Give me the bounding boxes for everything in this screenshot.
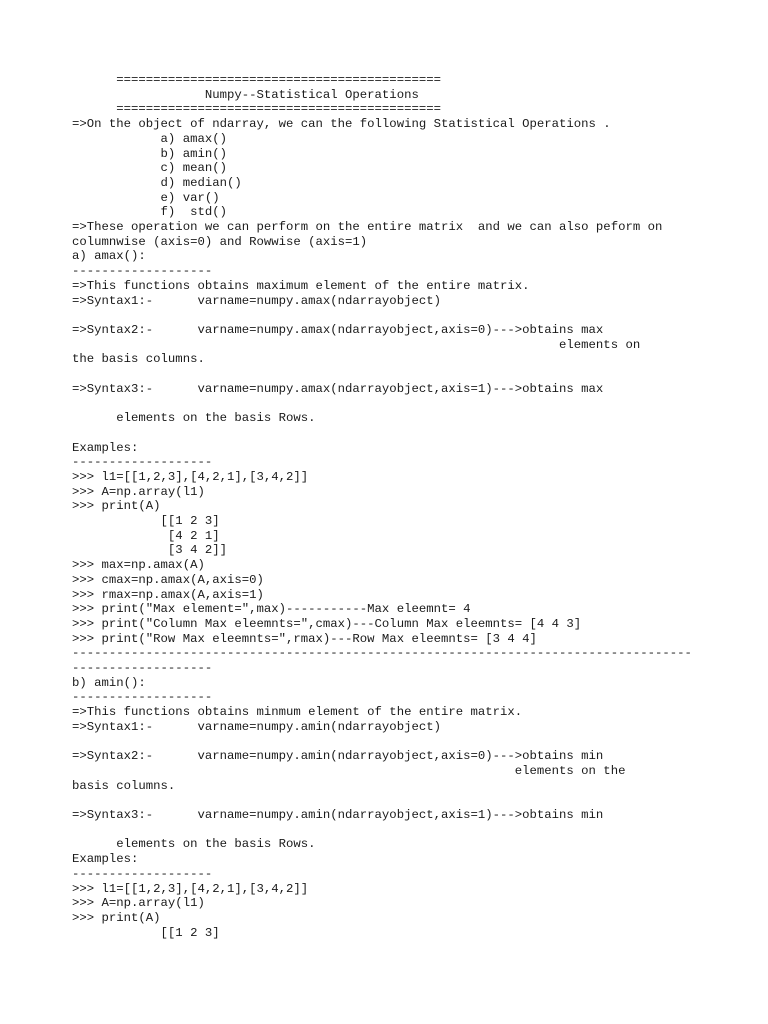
text-line: >>> print(A) xyxy=(72,499,161,514)
text-line: columnwise (axis=0) and Rowwise (axis=1) xyxy=(72,234,368,249)
text-line: ------------------- xyxy=(72,661,213,675)
text-line: >>> l1=[[1,2,3],[4,2,1],[3,4,2]] xyxy=(72,469,309,484)
text-line: ============================================ xyxy=(72,73,441,87)
text-line: >>> print("Row Max eleemnts=",rmax)---Row Max eleemnts= [3 4 4] xyxy=(72,631,537,646)
text-line: b) amin(): xyxy=(72,675,146,690)
text-line: a) amax(): xyxy=(72,249,146,264)
text-line: d) median() xyxy=(72,175,242,190)
text-line: [[1 2 3] xyxy=(72,514,220,528)
text-line: =>On the object of ndarray, we can the following Statistical Operations . xyxy=(72,117,611,132)
text-line: elements on the basis Rows. xyxy=(72,411,316,426)
text-line: >>> A=np.array(l1) xyxy=(72,896,205,911)
text-line: >>> print("Max element=",max)-----------Max eleemnt= 4 xyxy=(72,602,471,617)
text-line: =>This functions obtains minmum element of the entire matrix. xyxy=(72,705,523,720)
text-line: Examples: xyxy=(72,852,139,867)
text-line: elements on xyxy=(72,337,641,352)
text-line: ------------------- xyxy=(72,455,213,470)
text-line: >>> A=np.array(l1) xyxy=(72,484,205,499)
text-line: >>> l1=[[1,2,3],[4,2,1],[3,4,2]] xyxy=(72,881,309,896)
text-line: [3 4 2]] xyxy=(72,543,227,558)
text-line: =>Syntax3:- varname=numpy.amax(ndarrayobject,axis=1)--->obtains max xyxy=(72,381,604,396)
text-line: ============================================ xyxy=(72,102,441,117)
text-line: basis columns. xyxy=(72,778,176,793)
text-line: =>Syntax1:- varname=numpy.amin(ndarrayobject) xyxy=(72,719,441,734)
text-line: ------------------------------------------------------------------------------------ xyxy=(72,646,692,661)
text-line: [4 2 1] xyxy=(72,528,220,543)
text-line: c) mean() xyxy=(72,161,227,176)
text-line: Numpy--Statistical Operations xyxy=(72,87,419,102)
text-line: ------------------- xyxy=(72,690,213,705)
text-line: elements on the basis Rows. xyxy=(72,837,316,852)
text-line: >>> max=np.amax(A) xyxy=(72,558,205,573)
text-line: >>> print("Column Max eleemnts=",cmax)---Column Max eleemnts= [4 4 3] xyxy=(72,616,582,631)
text-line: =>Syntax2:- varname=numpy.amin(ndarrayobject,axis=0)--->obtains min xyxy=(72,749,604,764)
text-line: elements on the xyxy=(72,763,626,778)
text-line: =>This functions obtains maximum element of the entire matrix. xyxy=(72,278,530,293)
text-line: ------------------- xyxy=(72,866,213,881)
text-line: Examples: xyxy=(72,440,139,455)
text-line: ------------------- xyxy=(72,264,213,279)
text-line: =>Syntax3:- varname=numpy.amin(ndarrayobject,axis=1)--->obtains min xyxy=(72,808,604,822)
text-line: e) var() xyxy=(72,190,220,205)
text-line: =>Syntax2:- varname=numpy.amax(ndarrayobject,axis=0)--->obtains max xyxy=(72,322,604,337)
text-line: the basis columns. xyxy=(72,352,205,367)
text-line: =>These operation we can perform on the entire matrix and we can also peform on xyxy=(72,220,663,234)
text-line: f) std() xyxy=(72,205,227,220)
text-line: a) amax() xyxy=(72,131,227,146)
text-line: >>> print(A) xyxy=(72,910,161,925)
text-line: >>> cmax=np.amax(A,axis=0) xyxy=(72,572,264,587)
text-line: >>> rmax=np.amax(A,axis=1) xyxy=(72,587,264,602)
text-line: [[1 2 3] xyxy=(72,925,220,940)
text-line: =>Syntax1:- varname=numpy.amax(ndarrayobject) xyxy=(72,293,441,308)
text-line: b) amin() xyxy=(72,146,227,161)
